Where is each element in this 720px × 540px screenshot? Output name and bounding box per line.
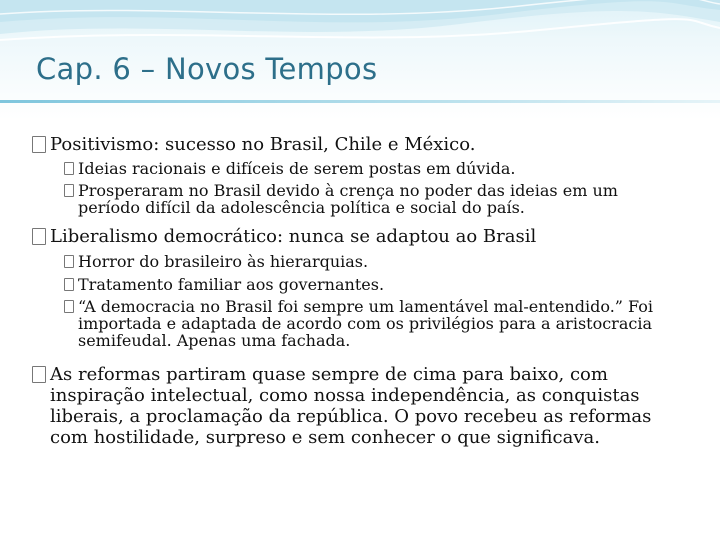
square-bullet-icon (32, 366, 46, 383)
sub-bullet-text: Horror do brasileiro às hierarquias. (78, 252, 369, 271)
sub-bullet-text: Prosperaram no Brasil devido à crença no poder das ideias em um período difícil da adolescência política e social do país. (78, 181, 618, 217)
bullet-reformas (32, 364, 687, 448)
bullet-liberalismo (32, 226, 682, 247)
square-bullet-icon (64, 255, 74, 268)
sub-bullet (64, 298, 684, 349)
sub-bullet (64, 253, 684, 270)
square-bullet-icon (64, 278, 74, 291)
bullet-text: As reformas partiram quase sempre de cima para baixo, com inspiração intelectual, como nossa independência, as conquistas liberais, a proclamação da república. O povo recebeu as reformas com hostilidade, surpreso e sem conhecer o que significava. (50, 364, 652, 448)
sub-bullet (64, 160, 684, 177)
sub-bullet (64, 276, 684, 293)
square-bullet-icon (64, 300, 74, 313)
sub-bullet-text: Tratamento familiar aos governantes. (78, 275, 385, 294)
sub-bullet-text: Ideias racionais e difíceis de serem postas em dúvida. (78, 159, 516, 178)
bullet-positivismo (32, 134, 682, 155)
sub-bullet-text: “A democracia no Brasil foi sempre um lamentável mal-entendido.” Foi importada e adaptada de acordo com os privilégios para a aristocracia semifeudal. Apenas uma fachada. (78, 297, 654, 350)
square-bullet-icon (32, 136, 46, 153)
square-bullet-icon (64, 162, 74, 175)
square-bullet-icon (32, 228, 46, 245)
bullet-text: Liberalismo democrático: nunca se adaptou ao Brasil (50, 226, 537, 247)
slide-title: Cap. 6 – Novos Tempos (36, 52, 378, 86)
bullet-text: Positivismo: sucesso no Brasil, Chile e México. (50, 134, 476, 155)
square-bullet-icon (64, 184, 74, 197)
sub-bullet (64, 182, 684, 216)
